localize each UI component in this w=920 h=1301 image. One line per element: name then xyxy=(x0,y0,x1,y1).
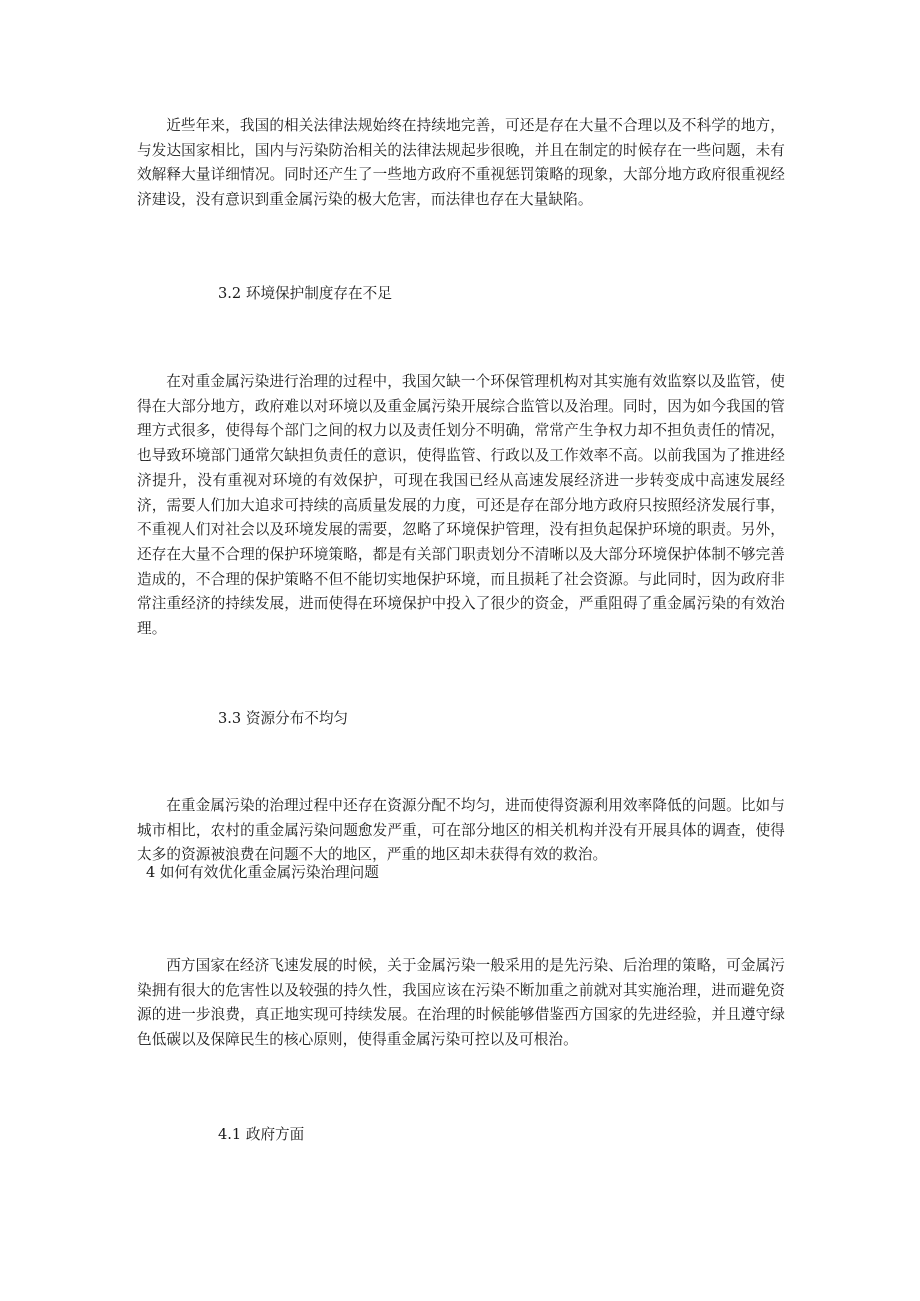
section-heading-3-3: 3.3 资源分布不均匀 xyxy=(218,710,349,727)
paragraph-protection-system: 在对重金属污染进行治理的过程中，我国欠缺一个环保管理机构对其实施有效监察以及监管，使得在大部分地方，政府难以对环境以及重金属污染开展综合监管以及治理。同时，因为如今我国的管理方式很多，使得每个部门之间的权力以及责任划分不明确，常常产生争权力却不担负责任的情况，也导致环境部门通常欠缺担负责任的意识，使得监管、行政以及工作效率不高。以前我国为了推进经济提升，没有重视对环境的有效保护，可现在我国已经从高速发展经济进一步转变成中高速发展经济，需要人们加大追求可持续的高质量发展的力度，可还是存在部分地方政府只按照经济发展行事，不重视人们对社会以及环境发展的需要，忽略了环境保护管理，没有担负起保护环境的职责。另外，还存在大量不合理的保护环境策略，都是有关部门职责划分不清晰以及大部分环境保护体制不够完善造成的，不合理的保护策略不但不能切实地保护环境，而且损耗了社会资源。与此同时，因为政府非常注重经济的持续发展，进而使得在环境保护中投入了很少的资金，严重阻碍了重金属污染的有效治理。 xyxy=(137,373,785,638)
paragraph-optimization: 西方国家在经济飞速发展的时候，关于金属污染一般采用的是先污染、后治理的策略，可金属污染拥有很大的危害性以及较强的持久性，我国应该在污染不断加重之前就对其实施治理，进而避免资源的进一步浪费，真正地实现可持续发展。在治理的时候能够借鉴西方国家的先进经验，并且遵守绿色低碳以及保障民生的核心原则，使得重金属污染可控以及可根治。 xyxy=(137,957,785,1049)
paragraph-legal-framework: 近些年来，我国的相关法律法规始终在持续地完善，可还是存在大量不合理以及不科学的地方，与发达国家相比，国内与污染防治相关的法律法规起步很晚，并且在制定的时候存在一些问题，未有效解释大量详细情况。同时还产生了一些地方政府不重视惩罚策略的现象，大部分地方政府很重视经济建设，没有意识到重金属污染的极大危害，而法律也存在大量缺陷。 xyxy=(137,117,785,209)
section-heading-4: 4 如何有效优化重金属污染治理问题 xyxy=(146,864,379,881)
paragraph-resource-distribution: 在重金属污染的治理过程中还存在资源分配不均匀，进而使得资源利用效率降低的问题。比如与城市相比，农村的重金属污染问题愈发严重，可在部分地区的相关机构并没有开展具体的调查，使得太多的资源被浪费在问题不大的地区，严重的地区却未获得有效的救治。 xyxy=(137,797,785,864)
section-heading-4-1: 4.1 政府方面 xyxy=(218,1126,305,1143)
section-heading-3-2: 3.2 环境保护制度存在不足 xyxy=(218,285,392,302)
